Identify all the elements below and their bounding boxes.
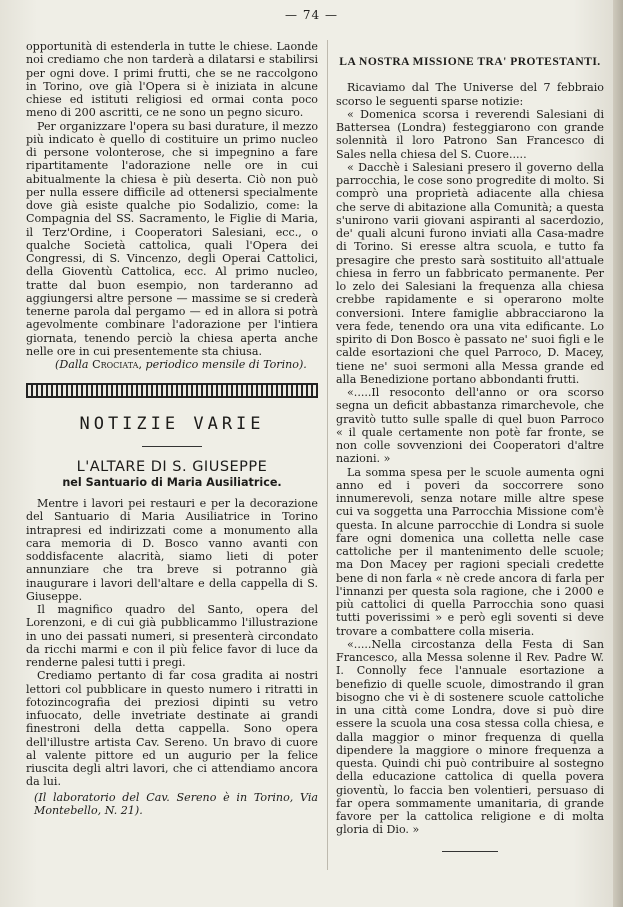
binding-edge bbox=[613, 0, 623, 907]
paragraph: Crediamo pertanto di far cosa gradita ai nostri lettori col pubblicare in questo numero i ritratti in fotozincografia dei preziosi dipinti su vetro infuocato, delle invetriate destinate ai grandi finestroni della detta cappella. Sono opera dell'illustre artista Cav. Sereno. Un bravo di cuore al valente pittore ed un augurio per la felice riuscita degli altri lavori, che ci attendiamo ancora da lui. bbox=[26, 669, 318, 789]
credit-line: (Il laboratorio del Cav. Sereno è in Torino, Via Montebello, N. 21). bbox=[34, 790, 318, 817]
column-divider bbox=[327, 40, 328, 870]
paragraph: « Domenica scorsa i reverendi Salesiani di Battersea (Londra) festeggiarono con grande solennità il loro Patrono San Francesco di Sales nella chiesa del S. Cuore..... bbox=[336, 107, 604, 161]
end-rule bbox=[442, 851, 498, 852]
source-citation bbox=[26, 358, 318, 371]
paragraph: Per organizzare l'opera su basi durature, il mezzo più indicato è quello di costituire un primo nucleo di persone volonterose, che si impegnino a fare ripartitamente l'adorazione nelle ore in cui abitualmente la chiesa è più deserta. Ciò non può per nulla essere difficile ad ottenersi specialmente dove già esiste qualche pio Sodalizio, come: la Compagnia del SS. Sacramento, le Figlie di Maria, il Terz'Ordine, i Cooperatori Salesiani, ecc., o qualche Società cattolica, quali l'Opera dei Congressi, di S. Vincenzo, degli Operai Cattolici, della Gioventù Cattolica, ecc. Al primo nucleo, tratte dal buon esempio, non tarderanno ad aggiungersi altre persone — massime se si crederà tenerne parola dal pergamo — ed in allora si potrà agevolmente combinare l'adorazione per l'intiera giornata, tenendo perciò la chiesa aperta anche nelle ore in cui presentemente sta chiusa. bbox=[26, 119, 318, 358]
paragraph: «.....Il resoconto dell'anno or ora scorso segna un deficit abbastanza rimarchevole, che gravitò tutto sulle spalle di quel buon Parroco « il quale certamente non potè far fronte, se non colle sovvenzioni dei Cooperatori d'altre nazioni. » bbox=[336, 386, 604, 466]
section-title: NOTIZIE VARIE bbox=[79, 414, 265, 435]
paragraph-continuation: opportunità di estenderla in tutte le chiese. Laonde noi crediamo che non tarderà a dilatarsi e stabilirsi per ogni dove. I primi frutti, che se ne raccolgono in Torino, ove già l'Opera si è iniziata in alcune chiese ed istituti religiosi ed ormai conta poco meno di 200 ascritti, ce ne sono un pegno sicuro. bbox=[26, 40, 318, 120]
source-name: Crociata, bbox=[92, 358, 142, 371]
paragraph: «.....Nella circostanza della Festa di San Francesco, alla Messa solenne il Rev. Padre W. I. Connolly fece l'annuale esortazione a benefizio di quelle scuole, dimostrando il gran bisogno che vi è di sostenere scuole cattoliche in una città come Londra, dove si può dire essere la scuola una cosa stessa colla chiesa, e dalla maggior o minor frequenza di quella dipendere la maggiore o minore frequenza a questa. Quindi chi può contribuire al sostegno della educazione cattolica di quella povera gioventù, lo faccia ben volentieri, persuaso di far opera sommamente umanitaria, di grande favore per la cattolica religione e di molta gloria di Dio. » bbox=[336, 637, 604, 837]
title-rule bbox=[142, 446, 202, 447]
ornamental-divider bbox=[26, 383, 318, 398]
paragraph: Mentre i lavori pei restauri e per la decorazione del Santuario di Maria Ausiliatrice in Torino intrapresi ed indirizzati come a monumento alla cara memoria di D. Bosco vanno avanti con soddisfacente alacrità, siamo lieti di poter annunziare che tra breve si potranno già inaugurare i lavori dell'altare e della cappella di S. Giuseppe. bbox=[26, 497, 318, 603]
paragraph: La somma spesa per le scuole aumenta ogni anno ed i poveri da soccorrere sono innumerevoli, senza notare mille altre spese cui va soggetta una Parrocchia Missione com'è questa. In alcune parrocchie di Londra si suole fare ogni domenica una colletta nelle case cattoliche per il mantenimento delle scuole; ma Don Macey per ragioni speciali credette bene di non farla « nè crede ancora di farla per l'innanzi per questa sola ragione, che i 2000 e più cattolici di quella Parrocchia sono quasi tutti poverissimi » e però egli soventi si deve trovare a combattere colla miseria. bbox=[336, 465, 604, 638]
paragraph: « Dacchè i Salesiani presero il governo della parrocchia, le cose sono progredite di molto. Si comprò una proprietà adiacente alla chiesa che serve di abitazione alla Comunità; a questa s'unirono varii giovani aspiranti al sacerdozio, de' quali alcuni furono inviati alla Casa-madre di Torino. Si eresse altra scuola, e tutto fa presagire che presto sarà sostituito all'attuale chiesa in ferro un fabbricato permanente. Per lo zelo dei Salesiani la frequenza alla chiesa crebbe rapidamente e si operarono molte conversioni. Intere famiglie abbracciarono la vera fede, tenendo ora una vita edificante. Lo spirito di Don Bosco è passato ne' suoi figli e le calde esortazioni che quel Parroco, D. Macey, tiene ne' suoi sermoni alla Messa grande ed alla Benedizione portano abbondanti frutti. bbox=[336, 160, 604, 386]
article-title: L'ALTARE DI S. GIUSEPPE bbox=[76, 458, 268, 475]
page-number: — 74 — bbox=[285, 8, 338, 22]
article-title: LA NOSTRA MISSIONE TRA' PROTESTANTI. bbox=[339, 56, 601, 68]
left-column bbox=[26, 40, 318, 817]
source-prefix: (Dalla bbox=[55, 358, 89, 371]
paragraph: Ricaviamo dal The Universe del 7 febbraio scorso le seguenti sparse notizie: bbox=[336, 81, 604, 108]
right-column bbox=[336, 40, 604, 852]
source-suffix: periodico mensile di Torino). bbox=[145, 358, 307, 371]
paragraph: Il magnifico quadro del Santo, opera del Lorenzoni, e di cui già pubblicammo l'illustrazione in uno dei passati numeri, si presenterà circondato da ricchi marmi e con il più felice favor di luce da renderne palesi tutti i pregi. bbox=[26, 603, 318, 669]
article-subtitle: nel Santuario di Maria Ausiliatrice. bbox=[62, 475, 282, 489]
